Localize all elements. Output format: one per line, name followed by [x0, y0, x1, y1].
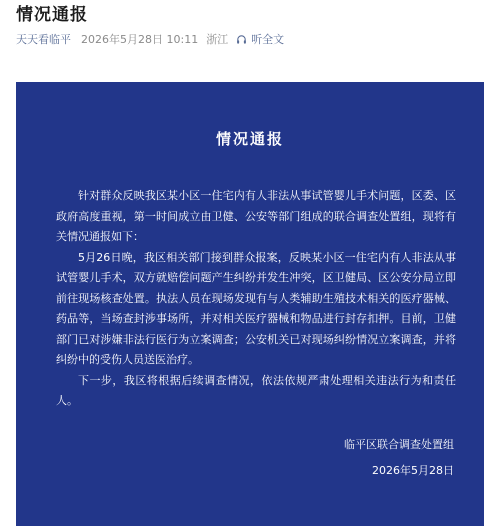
signature-date: 2026年5月28日: [372, 464, 454, 477]
article-title: 情况通报: [16, 5, 88, 25]
listen-button[interactable]: [236, 31, 284, 47]
ip-region: 浙江: [206, 33, 229, 46]
notice-image: [16, 82, 484, 526]
notice-paragraph: 5月26日晚，我区相关部门接到群众报案，反映某小区一住宅内有人非法从事试管婴儿手术，双方就赔偿问题产生纠纷并发生冲突，区卫健局、区公安分局立即前往现场核查处置。执法人员在现场发现有与人类辅助生殖技术相关的医疗器械、药品等，当场查封涉事场所，并对相关医疗器械和物品进行封存扣押。目前，卫健部门已对涉嫌非法行医行为立案调查；公安机关已对现场纠纷情况立案调查，并将纠纷中的受伤人员送医治疗。: [56, 250, 456, 366]
listen-label: 听全文: [251, 33, 285, 46]
publish-datetime: 2026年5月28日 10:11: [81, 33, 199, 46]
headphones-icon: [236, 34, 247, 45]
notice-body: [56, 186, 456, 412]
notice-paragraph: 下一步，我区将根据后续调查情况，依法依规严肃处理相关违法行为和责任人。: [56, 373, 456, 407]
signature-org: 临平区联合调查处置组: [344, 438, 454, 451]
account-name-link[interactable]: 天天看临平: [16, 33, 71, 46]
notice-paragraph: 针对群众反映我区某小区一住宅内有人非法从事试管婴儿手术问题，区委、区政府高度重视，第一时间成立由卫健、公安等部门组成的联合调查处置组，现将有关情况通报如下：: [56, 189, 456, 243]
notice-heading: 情况通报: [215, 130, 284, 148]
article-meta: [16, 30, 284, 48]
